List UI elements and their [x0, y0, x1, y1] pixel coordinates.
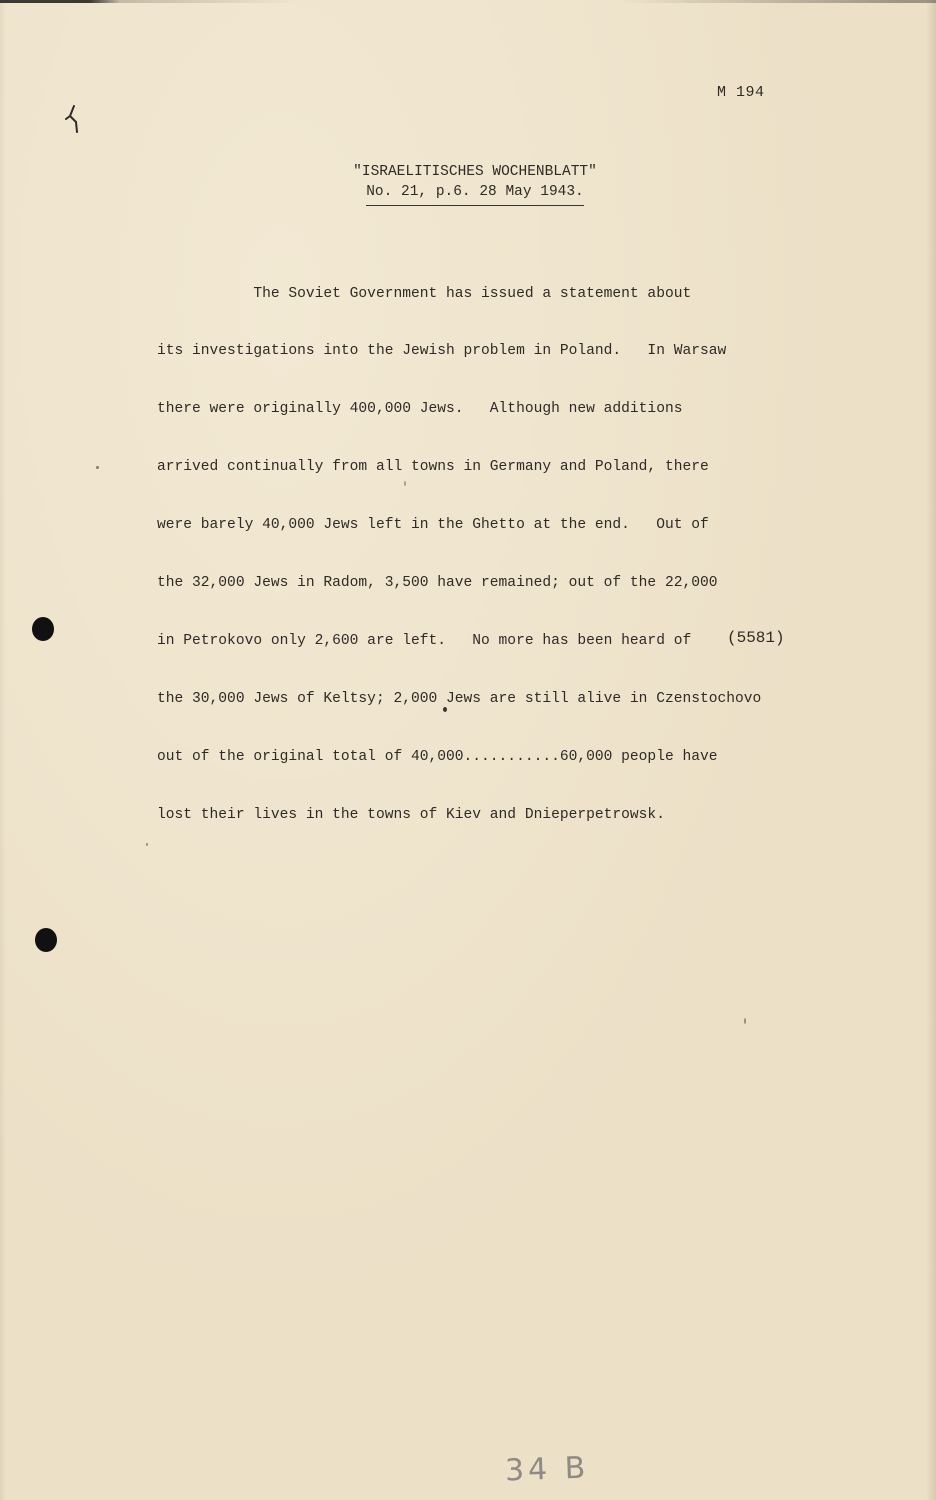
- ink-speck: [146, 843, 148, 846]
- publication-issue: No. 21, p.6. 28 May 1943.: [366, 182, 584, 206]
- archive-number: (5581): [727, 629, 785, 647]
- ink-speck: [744, 1018, 746, 1024]
- pen-mark-icon: [64, 104, 80, 134]
- ink-speck: [443, 707, 447, 712]
- ink-speck: [404, 481, 406, 486]
- ink-speck: [96, 466, 99, 469]
- body-line: The Soviet Government has issued a statement about: [157, 285, 692, 302]
- document-header: [300, 162, 650, 206]
- body-line: were barely 40,000 Jews left in the Ghetto at the end. Out of: [157, 517, 709, 534]
- body-line: its investigations into the Jewish problem in Poland. In Warsaw: [157, 343, 727, 360]
- body-line: in Petrokovo only 2,600 are left. No more has been heard of: [157, 632, 692, 649]
- body-line: there were originally 400,000 Jews. Although new additions: [157, 401, 683, 418]
- publication-title: "ISRAELITISCHES WOCHENBLATT": [353, 164, 597, 180]
- body-line: the 30,000 Jews of Keltsy; 2,000 Jews are still alive in Czenstochovo: [157, 690, 762, 707]
- body-paragraph: [157, 246, 847, 864]
- body-line: out of the original total of 40,000...........60,000 people have: [157, 748, 718, 765]
- body-line: arrived continually from all towns in Germany and Poland, there: [157, 459, 709, 476]
- reference-number: M 194: [717, 84, 765, 101]
- page-top-edge: [0, 0, 936, 3]
- handwritten-page-number: 34 B: [504, 1450, 590, 1489]
- body-line: lost their lives in the towns of Kiev and Dnieperpetrowsk.: [157, 806, 665, 823]
- body-line: the 32,000 Jews in Radom, 3,500 have remained; out of the 22,000: [157, 575, 718, 592]
- punch-hole-top: [32, 617, 54, 641]
- punch-hole-bottom: [35, 928, 57, 952]
